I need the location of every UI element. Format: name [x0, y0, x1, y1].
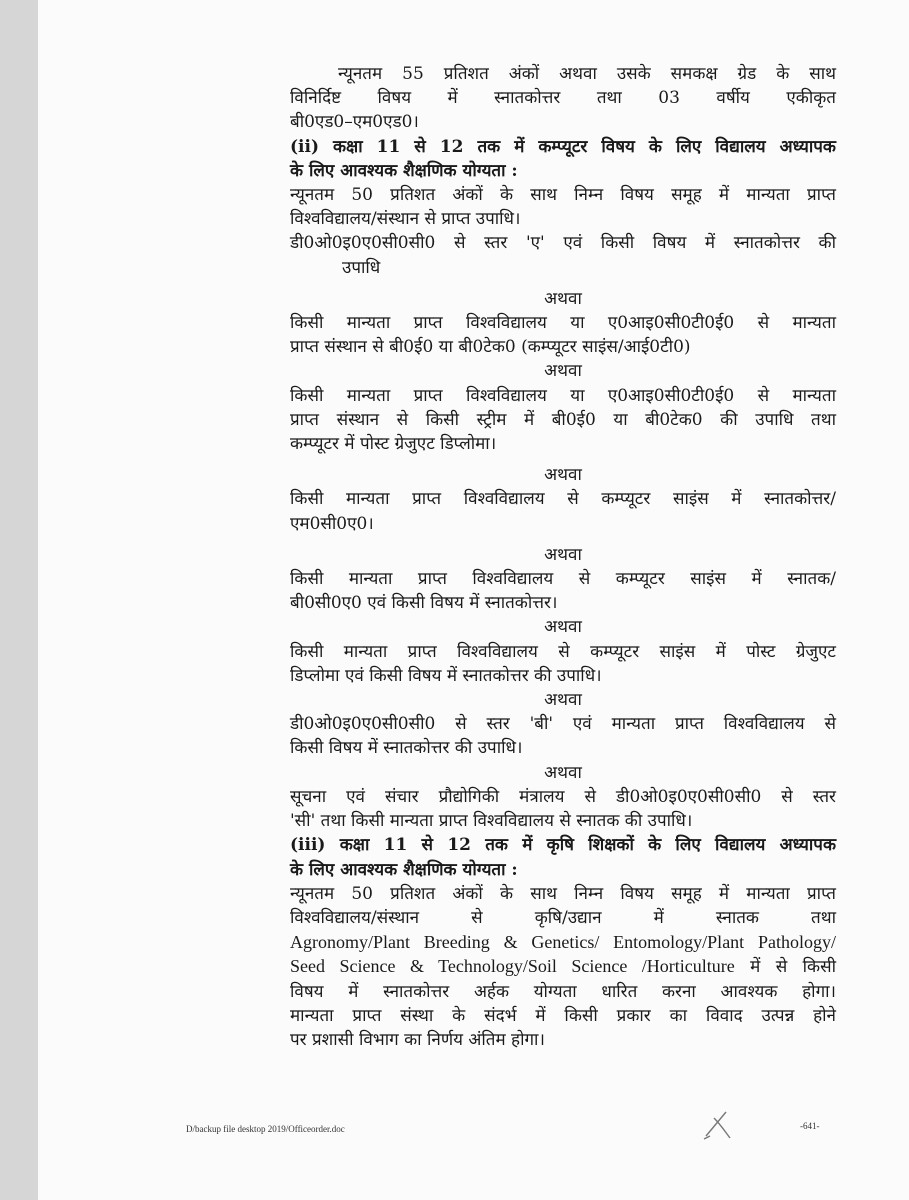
para-line: डिप्लोमा एवं किसी विषय में स्नातकोत्तर की उपाधि। [290, 665, 602, 686]
para-line: सूचना एवं संचार प्रौद्योगिकी मंत्रालय से डी0ओ0इ0ए0सी0सी0 से स्तर [290, 786, 836, 807]
section-iii-heading: के लिए आवश्यक शैक्षणिक योग्यता : [290, 859, 518, 880]
para-line: विषय में स्नातकोत्तर अर्हक योग्यता धारित करना आवश्यक होगा। [290, 981, 836, 1002]
subject-list-suffix: में से किसी [734, 957, 836, 978]
para-line: प्राप्त संस्थान से किसी स्ट्रीम में बी0ई0 या बी0टेक0 की उपाधि तथा [290, 409, 836, 430]
para-line: बी0एड0–एम0एड0। [290, 112, 419, 133]
document-page [38, 0, 909, 1200]
para-line: न्यूनतम 50 प्रतिशत अंकों के साथ निम्न विषय समूह में मान्यता प्राप्त [290, 883, 836, 904]
or-separator: अथवा [544, 690, 582, 711]
para-line: एम0सी0ए0। [290, 513, 374, 534]
para-line: विनिर्दिष्ट विषय में स्नातकोत्तर तथा 03 वर्षीय एकीकृत [290, 88, 836, 109]
or-separator: अथवा [544, 288, 582, 309]
signature-mark [700, 1106, 740, 1142]
para-line: पर प्रशासी विभाग का निर्णय अंतिम होगा। [290, 1029, 545, 1050]
para-line: न्यूनतम 50 प्रतिशत अंकों के साथ निम्न विषय समूह में मान्यता प्राप्त [290, 185, 836, 206]
or-separator: अथवा [544, 544, 582, 565]
section-ii-heading: (ii) कक्षा 11 से 12 तक में कम्प्यूटर विषय के लिए विद्यालय अध्यापक [290, 136, 836, 157]
or-separator: अथवा [544, 617, 582, 638]
para-line: मान्यता प्राप्त संस्था के संदर्भ में किसी प्रकार का विवाद उत्पन्न होने [290, 1005, 836, 1026]
para-line: किसी विषय में स्नातकोत्तर की उपाधि। [290, 738, 523, 759]
para-line: न्यूनतम 55 प्रतिशत अंकों अथवा उसके समकक्ष ग्रेड के साथ [338, 64, 836, 84]
para-line: प्राप्त संस्थान से बी0ई0 या बी0टेक0 (कम्प्यूटर साइंस/आई0टी0) [290, 337, 691, 358]
para-line: Agronomy/Plant Breeding & Genetics/ Entomology/Plant Pathology/ [290, 932, 836, 953]
section-iii-heading: (iii) कक्षा 11 से 12 तक में कृषि शिक्षकों के लिए विद्यालय अध्यापक [290, 835, 836, 856]
para-line: 'सी' तथा किसी मान्यता प्राप्त विश्वविद्यालय से स्नातक की उपाधि। [290, 811, 693, 832]
footer-file-path: D/backup file desktop 2019/Officeorder.doc [186, 1124, 345, 1134]
para-line: बी0सी0ए0 एवं किसी विषय में स्नातकोत्तर। [290, 593, 558, 614]
subject-list: Seed Science & Technology/Soil Science /Horticulture [290, 956, 735, 977]
para-line: डी0ओ0इ0ए0सी0सी0 से स्तर 'बी' एवं मान्यता प्राप्त विश्वविद्यालय से [290, 714, 836, 735]
para-line: किसी मान्यता प्राप्त विश्वविद्यालय से कम्प्यूटर साइंस में स्नातक/ [290, 569, 836, 590]
para-line: उपाधि [342, 257, 381, 278]
para-line: किसी मान्यता प्राप्त विश्वविद्यालय या ए0आइ0सी0टी0ई0 से मान्यता [290, 313, 836, 334]
para-line: किसी मान्यता प्राप्त विश्वविद्यालय या ए0आइ0सी0टी0ई0 से मान्यता [290, 385, 836, 406]
page-number: -641- [800, 1121, 820, 1131]
para-line: कम्प्यूटर में पोस्ट ग्रेजुएट डिप्लोमा। [290, 434, 497, 455]
or-separator: अथवा [544, 762, 582, 783]
section-ii-heading: के लिए आवश्यक शैक्षणिक योग्यता : [290, 160, 518, 181]
or-separator: अथवा [544, 361, 582, 382]
or-separator: अथवा [544, 465, 582, 486]
para-line: किसी मान्यता प्राप्त विश्वविद्यालय से कम्प्यूटर साइंस में स्नातकोत्तर/ [290, 489, 836, 510]
para-line [290, 954, 836, 979]
document-body [290, 62, 836, 1052]
para-line: किसी मान्यता प्राप्त विश्वविद्यालय से कम्प्यूटर साइंस में पोस्ट ग्रेजुएट [290, 641, 836, 662]
para-line: डी0ओ0इ0ए0सी0सी0 से स्तर 'ए' एवं किसी विषय में स्नातकोत्तर की [290, 233, 836, 254]
para-line: विश्वविद्यालय/संस्थान से प्राप्त उपाधि। [290, 209, 521, 230]
para-line: विश्वविद्यालय/संस्थान से कृषि/उद्यान में स्नातक तथा [290, 907, 836, 928]
